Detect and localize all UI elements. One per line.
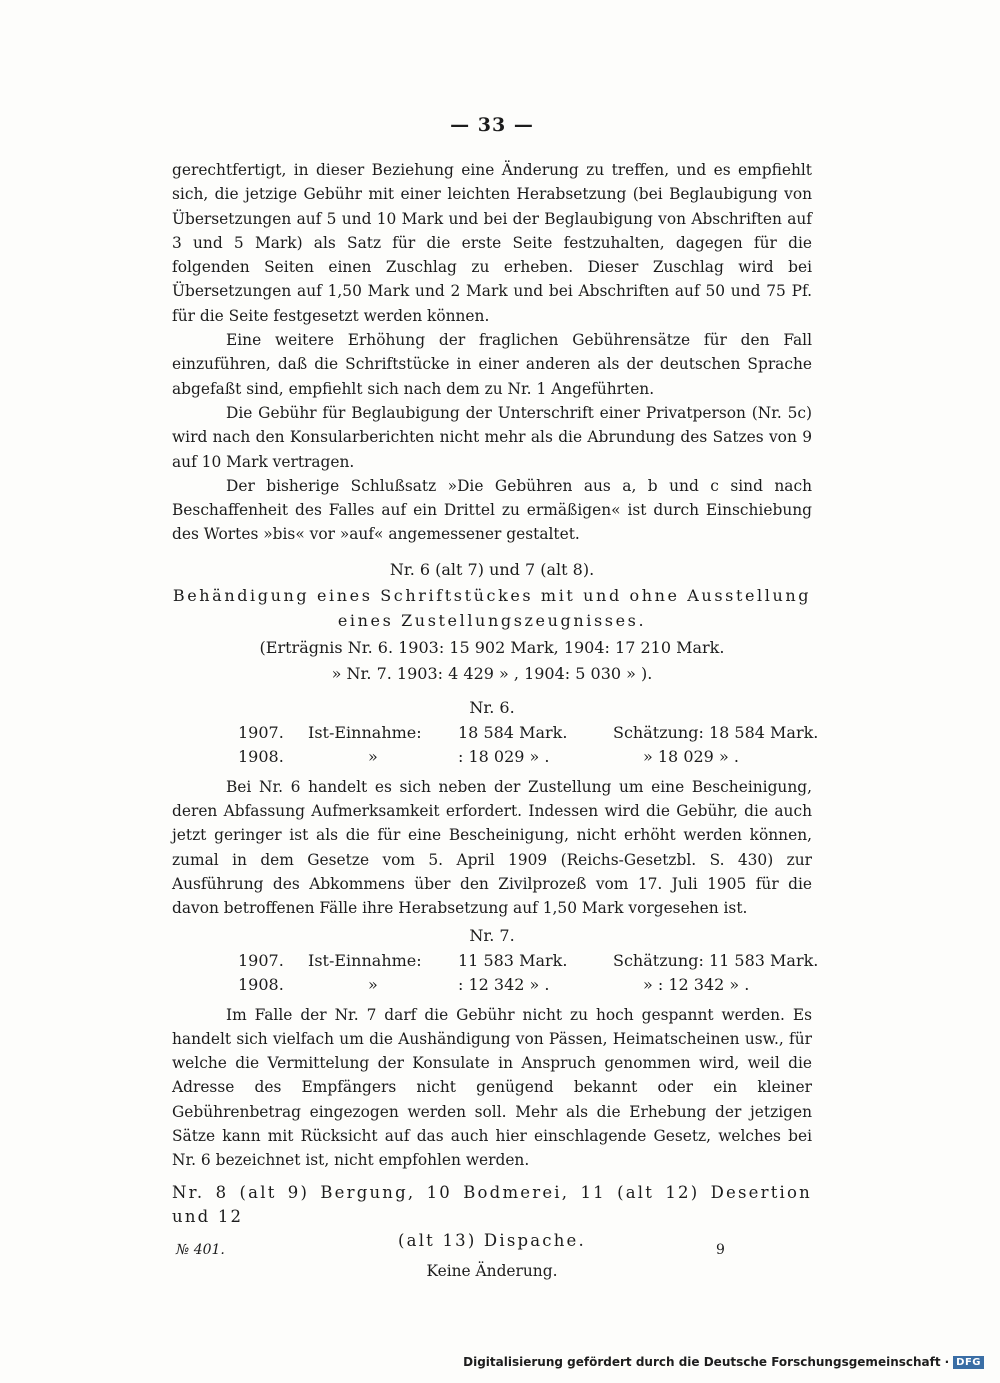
digitization-text: Digitalisierung gefördert durch die Deutsche Forschungsgemeinschaft [463, 1355, 941, 1369]
nr6-year: 1907. [238, 722, 284, 742]
revenue-stats [172, 635, 812, 687]
paragraph-continuation: gerechtfertigt, in dieser Beziehung eine Änderung zu treffen, und es empfiehlt sich, die jetzige Gebühr mit einer leichten Herabsetzung (bei Beglaubigung von Übersetzungen auf 5 und 10 Mark und bei der Beglaubigung von Abschriften auf 3 und 5 Mark) als Satz für die erste Seite festzuhalten, dagegen für die folgenden Seiten einen Zuschlag zu erheben. Dieser Zuschlag wird bei Übersetzungen auf 1,50 Mark und 2 Mark und bei Abschriften auf 50 und 75 Pf. für die Seite festgesetzt werden können. [172, 161, 812, 325]
nr6-label: » [368, 746, 378, 766]
dfg-logo-icon: DFG [953, 1356, 984, 1369]
section-number: Nr. 6 (alt 7) und 7 (alt 8). [389, 559, 595, 579]
nr7-estimate: Schätzung: 11 583 Mark. [613, 950, 819, 970]
nr6-paragraph: Bei Nr. 6 handelt es sich neben der Zustellung um eine Bescheinigung, deren Abfassung Aufmerksamkeit erfordert. Indessen wird die Gebühr, die auch jetzt geringer ist als die für eine Bescheinigung, nicht erhöht werden können, zumal in dem Gesetze vom 5. April 1909 (Reichs-Gesetzbl. S. 430) zur Ausführung des Abkommens über den Zivilprozeß vom 17. Juli 1905 für die davon betroffenen Fälle ihre Herabsetzung auf 1,50 Mark vorgesehen ist. [172, 777, 812, 918]
paragraph-schlusssatz: Der bisherige Schlußsatz »Die Gebühren aus a, b und c sind nach Beschaffenheit des Falles auf ein Drittel zu ermäßigen« ist durch Einschiebung des Wortes »bis« vor »auf« angemessener gestaltet. [172, 476, 812, 544]
nr6-estimate: Schätzung: 18 584 Mark. [613, 722, 819, 742]
nr6-value: : 18 029 » . [458, 746, 550, 766]
page-number: — 33 — [450, 114, 534, 136]
no-change-note: Keine Änderung. [426, 1261, 558, 1280]
section-8-12-line1: Nr. 8 (alt 9) Bergung, 10 Bodmerei, 11 (alt 12) Desertion und 12 [172, 1182, 812, 1226]
nr7-value: 11 583 Mark. [458, 950, 568, 970]
section-heading-6-7 [172, 557, 812, 633]
nr6-estimate: » 18 029 » . [643, 746, 739, 766]
stats-line-nr7: » Nr. 7. 1903: 4 429 » , 1904: 5 030 » ). [331, 663, 653, 683]
paragraph-unterschrift: Die Gebühr für Beglaubigung der Unterschrift einer Privatperson (Nr. 5c) wird nach den Konsularberichten nicht mehr als die Abrundung des Satzes von 9 auf 10 Mark vertragen. [172, 403, 812, 471]
nr6-year: 1908. [238, 746, 284, 766]
nr7-estimate: » : 12 342 » . [643, 974, 750, 994]
section-8-12-line2: (alt 13) Dispache. [398, 1230, 586, 1250]
nr7-figures [238, 949, 819, 997]
nr6-figures [238, 721, 819, 769]
nr6-heading: Nr. 6. [469, 697, 515, 717]
document-number: № 401. [176, 1242, 225, 1258]
stats-line-nr6: (Erträgnis Nr. 6. 1903: 15 902 Mark, 1904: 17 210 Mark. [259, 637, 725, 657]
nr7-value: : 12 342 » . [458, 974, 550, 994]
nr7-year: 1908. [238, 974, 284, 994]
nr7-paragraph: Im Falle der Nr. 7 darf die Gebühr nicht zu hoch gespannt werden. Es handelt sich vielfach um die Aushändigung von Pässen, Heimatscheinen usw., für welche die Vermittelung der Konsulate in Anspruch genommen wird, weil die Adresse des Empfängers nicht genügend bekannt oder ein kleiner Gebührenbetrag eingezogen werden soll. Mehr als die Erhebung der jetzigen Sätze kann mit Rücksicht auf das auch hier einschlagende Gesetz, welches bei Nr. 6 bezeichnet ist, nicht empfohlen werden. [172, 1005, 812, 1170]
nr6-value: 18 584 Mark. [458, 722, 568, 742]
paragraph-gebuehrensaetze: Eine weitere Erhöhung der fraglichen Gebührensätze für den Fall einzuführen, daß die Schriftstücke in einer anderen als der deutschen Sprache abgefaßt sind, empfiehlt sich nach dem zu Nr. 1 Angeführten. [172, 331, 812, 398]
section-title: Behändigung eines Schriftstückes mit und ohne Ausstellung eines Zustellungszeugnisses. [172, 585, 812, 630]
nr7-heading: Nr. 7. [469, 925, 515, 945]
nr7-year: 1907. [238, 950, 284, 970]
nr6-label: Ist-Einnahme: [308, 722, 422, 742]
nr7-label: » [368, 974, 378, 994]
separator-dot: · [944, 1355, 950, 1369]
nr7-label: Ist-Einnahme: [308, 950, 422, 970]
signature-mark: 9 [716, 1242, 725, 1258]
digitization-notice [463, 1355, 984, 1369]
body-text [172, 158, 819, 1283]
